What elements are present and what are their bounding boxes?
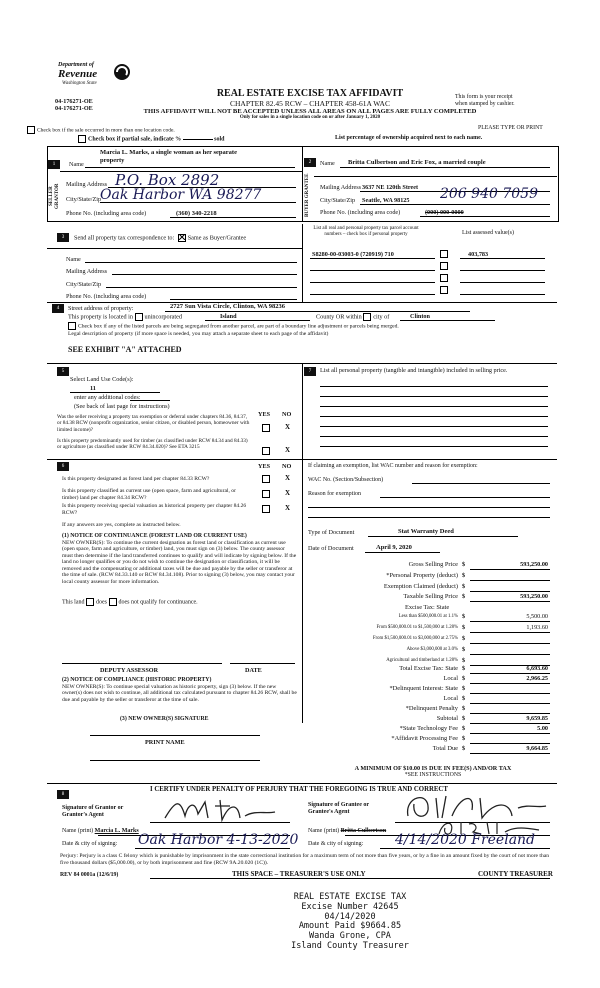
personal-currency: $ — [462, 572, 466, 579]
only-for-note: Only for sales in a single location code on or after January 1, 2020 — [239, 115, 381, 120]
doc-type-label: Type of Document — [308, 529, 355, 536]
subtotal-label: Subtotal — [436, 715, 458, 722]
s6-if-yes: If any answers are yes, complete as instructed below. — [62, 522, 181, 528]
section-4-marker: 4 — [52, 304, 64, 313]
local2-label: Local — [443, 695, 458, 702]
grantor-name-label: Name (print) — [62, 828, 94, 834]
local-currency: $ — [462, 675, 466, 682]
grantor-sig-label: Signature of Grantor or Grantor's Agent — [62, 805, 124, 819]
parcel-value[interactable]: S8280-00-03003-0 (720919) 710 — [312, 251, 394, 258]
does-label: does — [96, 599, 107, 606]
assessed-header: List assessed value(s) — [462, 230, 514, 236]
grantee-sig-label: Signature of Grantee or Grantee's Agent — [308, 802, 369, 816]
buyer-phone-value[interactable]: (000) 000-0000 — [425, 209, 464, 216]
seller-mailing-value[interactable]: P.O. Box 2892 — [115, 171, 220, 189]
local-label: Local — [443, 675, 458, 682]
s6-q2-yes-checkbox[interactable] — [262, 490, 272, 498]
segregated-row — [68, 322, 399, 330]
type-print-note: PLEASE TYPE OR PRINT — [478, 125, 543, 131]
stamp-line-2: Excise Number 42645 — [301, 901, 399, 912]
located-row — [68, 313, 182, 321]
buyer-name-value[interactable]: Britta Culbertson and Eric Fox, a married couple — [348, 159, 486, 166]
dor-line1: Department of — [58, 62, 94, 68]
see-back-note: (See back of last page for instructions) — [74, 403, 170, 410]
receipt-note-2: when stamped by cashier. — [455, 101, 515, 107]
total-due-currency: $ — [462, 745, 466, 752]
receipt-note-1: This form is your receipt — [455, 94, 513, 100]
s5-q1-yes-checkbox[interactable] — [262, 424, 272, 432]
tech-fee-value[interactable]: 5.00 — [537, 725, 548, 732]
s6-no-header: NO — [282, 463, 292, 470]
stamp-line-1: REAL ESTATE EXCISE TAX — [293, 892, 407, 902]
section-5-marker: 5 — [57, 367, 69, 376]
reason-label: Reason for exemption — [308, 491, 361, 497]
ref-number-2: 04-176271-OE — [55, 105, 93, 112]
bracket3-label: From $1,500,000.01 to $3,000,000 at 2.75% — [372, 636, 458, 641]
seller-name-label: Name — [69, 161, 84, 168]
section-2-marker: 2 — [304, 158, 316, 167]
total-due-label: Total Due — [432, 745, 458, 752]
taxable-value[interactable]: 593,250.00 — [520, 593, 548, 600]
form-title: REAL ESTATE EXCISE TAX AFFIDAVIT — [216, 88, 404, 99]
send-correspondence-row — [74, 234, 246, 242]
s6-q3-yes-checkbox[interactable] — [262, 505, 272, 513]
print-name-label: PRINT NAME — [145, 739, 185, 746]
section-6-marker: 6 — [57, 462, 69, 471]
tech-fee-label: *State Technology Fee — [399, 725, 458, 732]
s3-name-label: Name — [66, 256, 81, 263]
s5-q1: Was the seller receiving a property tax exemption or deferral under chapters 84.36, 84.37, or 84.38 RCW (nonprofit organization, senior citizen, or disabled person, homeowner with limited income)? — [57, 414, 250, 433]
grantor-name-value[interactable]: Marcia L. Marks — [94, 828, 139, 834]
does-checkbox[interactable] — [86, 598, 94, 606]
this-land-label: This land — [62, 599, 85, 606]
same-as-buyer-label: Same as Buyer/Grantee — [187, 234, 247, 242]
partial-sale-checkbox[interactable] — [78, 135, 86, 143]
buyer-phone-label: Phone No. (including area code) — [320, 209, 401, 216]
partial-sale-label: Check box if partial sale, indicate % — [88, 136, 182, 143]
affidavit-fee-currency: $ — [462, 735, 466, 742]
land-use-label: Select Land Use Code(s): — [70, 376, 134, 383]
street-label: Street address of property: — [68, 305, 134, 312]
s5-q2-no-x[interactable]: X — [285, 446, 291, 454]
seller-name-value-2[interactable]: property — [100, 157, 125, 164]
bracket5-currency: $ — [462, 657, 466, 664]
taxable-currency: $ — [462, 593, 466, 600]
bracket1-value[interactable]: 5,500.00 — [526, 613, 548, 620]
subtotal-currency: $ — [462, 715, 466, 722]
s6-q1-yes-checkbox[interactable] — [262, 475, 272, 483]
grantor-date-city-label: Date & city of signing: — [62, 841, 118, 847]
rev-number: REV 84 0001a (12/6/19) — [60, 872, 119, 878]
located-label: This property is located in — [68, 313, 133, 321]
buyer-city-value[interactable]: Seattle, WA 98125 — [362, 197, 410, 204]
stamp-line-5: Wanda Grone, CPA — [309, 931, 391, 942]
county-treasurer-label: COUNTY TREASURER — [478, 870, 553, 878]
seller-phone-label: Phone No. (including area code) — [66, 210, 147, 217]
s6-q2: Is this property classified as current use (open space, farm and agricultural, or timber) land per chapter 84.34 RCW? — [62, 488, 236, 501]
notice2-body: NEW OWNER(S): To continue special valuation as historic property, sign (3) below. If the new owner(s) does not wish to continue, all additional tax calculated pursuant to chapter 84.26 RCW, shall be due and payable by the seller or transferor at the time of sale. — [62, 684, 297, 703]
doc-date-label: Date of Document — [308, 545, 354, 552]
total-state-currency: $ — [462, 665, 466, 672]
notice1-title: (1) NOTICE OF CONTINUANCE (FOREST LAND OR CURRENT USE) — [62, 533, 247, 539]
tech-fee-currency: $ — [462, 725, 466, 732]
unincorporated-checkbox[interactable] — [135, 313, 143, 321]
multi-location-label: Check box if the sale occurred in more than one location code. — [37, 127, 175, 134]
city-checkbox[interactable] — [363, 313, 371, 321]
dor-line3: Washington State — [62, 81, 97, 86]
exemption-deduct-label: Exemption Claimed (deduct) — [383, 583, 458, 590]
seller-mailing-label: Mailing Address — [66, 181, 108, 188]
segregated-checkbox[interactable] — [68, 322, 76, 330]
seller-city-value[interactable]: Oak Harbor WA 98277 — [100, 187, 262, 203]
bracket2-label: From $500,000.01 to $1,500,000 at 1.28% — [376, 625, 458, 630]
stamp-line-6: Island County Treasurer — [291, 940, 409, 951]
county-value[interactable]: Island — [220, 313, 237, 320]
section-7-marker: 7 — [304, 367, 316, 376]
gross-label: Gross Selling Price — [408, 561, 458, 568]
city-of-label: city of — [373, 313, 390, 321]
taxable-label: Taxable Selling Price — [403, 593, 458, 600]
land-use-value[interactable]: 11 — [90, 385, 96, 392]
s6-q3-no-x[interactable]: X — [285, 504, 291, 512]
s6-q2-no-x[interactable]: X — [285, 489, 291, 497]
local2-currency: $ — [462, 695, 466, 702]
s5-q1-no-x[interactable]: X — [285, 423, 291, 431]
dor-line2: Revenue — [58, 68, 98, 80]
subtotal-value[interactable]: 9,659.85 — [526, 715, 548, 722]
form-title-block — [180, 88, 440, 109]
delinquent-interest-label: *Delinquent Interest: State — [389, 685, 458, 692]
personal-property-label: List all personal property (tangible and intangible) included in selling price. — [320, 367, 508, 374]
see-instructions-note: *SEE INSTRUCTIONS — [404, 772, 462, 778]
total-due-value[interactable]: 9,664.85 — [526, 745, 548, 752]
s6-yes-header: YES — [258, 463, 271, 470]
new-owner-sig-label: (3) NEW OWNER(S) SIGNATURE — [120, 716, 209, 722]
city-value[interactable]: Clinton — [410, 313, 430, 320]
county-or-city-row — [316, 313, 389, 321]
buyer-city-label: City/State/Zip — [320, 197, 356, 204]
parcel-checkbox-1[interactable] — [440, 250, 450, 258]
personal-deduct-label: *Personal Property (deduct) — [386, 572, 458, 579]
multi-location-checkbox-row[interactable] — [27, 126, 175, 134]
s5-no-header: NO — [282, 411, 292, 418]
bracket2-currency: $ — [462, 624, 466, 631]
does-not-checkbox[interactable] — [109, 598, 117, 606]
bracket1-label: Less than $500,000.01 at 1.1% — [398, 614, 458, 619]
treasurer-stamp — [240, 893, 460, 952]
deputy-date-label: DATE — [245, 667, 262, 674]
legal-desc-label: Legal description of property (if more space is needed, you may attach a separate sheet to each page of the affidavit) — [68, 331, 329, 337]
delinquent-penalty-currency: $ — [462, 705, 466, 712]
grantee-name-label: Name (print) — [308, 828, 340, 834]
stamp-line-4: Amount Paid $9664.85 — [298, 921, 402, 932]
exemption-currency: $ — [462, 583, 466, 590]
multi-location-checkbox[interactable] — [27, 126, 35, 134]
buyer-phone-handwritten[interactable]: 206 940 7059 — [440, 186, 538, 202]
section-3-marker: 3 — [57, 233, 69, 242]
parcel-checkbox-4[interactable] — [440, 286, 450, 294]
s3-mailing-label: Mailing Address — [66, 268, 108, 275]
bracket4-currency: $ — [462, 646, 466, 653]
affidavit-fee-label: *Affidavit Processing Fee — [391, 735, 458, 742]
grantor-signature-svg — [160, 796, 280, 824]
partial-sale-row[interactable] — [78, 135, 225, 143]
treasurer-space-label: THIS SPACE – TREASURER'S USE ONLY — [232, 870, 366, 878]
excise-state-label: Excise Tax: State — [405, 604, 450, 611]
seller-side-label: SELLER GRANTOR — [49, 183, 60, 209]
s3-phone-label: Phone No. (including area code) — [66, 293, 147, 300]
s5-q2: Is this property predominantly used for timber (as classified under RCW 84.34 and 84.33) or agriculture (as classified under RCW 84.34.020)? See ETA 3215 — [57, 438, 248, 451]
seller-city-label: City/State/Zip — [66, 196, 102, 203]
parcel-checkbox-3[interactable] — [440, 274, 450, 282]
total-state-value[interactable]: 6,693.60 — [526, 665, 548, 672]
assessed-value[interactable]: 403,783 — [468, 251, 489, 258]
unincorporated-label: unincorporated — [144, 313, 182, 321]
perjury-note: Perjury: Perjury is a class C felony which is punishable by imprisonment in the state correctional institution for a maximum term of not more than five years, or by a fine in an amount fixed by the court of not more than five thousand dollars ($5,000.00), or by both imprisonment and fine (RCW 9A.20.020 (1C)). — [60, 853, 550, 866]
s6-q1-no-x[interactable]: X — [285, 474, 291, 482]
continuance-row — [62, 598, 198, 606]
bracket5-label: Agricultural and timberland at 1.28% — [386, 658, 458, 663]
grantee-name-struck[interactable]: Britta Culbertson — [340, 828, 387, 834]
bracket3-currency: $ — [462, 635, 466, 642]
buyer-mailing-label: Mailing Address — [320, 184, 362, 191]
stamp-line-3: 04/14/2020 — [324, 911, 376, 922]
doc-type-value[interactable]: Stat Warranty Deed — [398, 528, 454, 535]
gross-value[interactable]: 593,250.00 — [520, 561, 548, 568]
grantor-date-city-value[interactable]: Oak Harbor 4-13-2020 — [138, 832, 299, 848]
additional-codes-label: enter any additional codes: — [74, 394, 141, 401]
local-value[interactable]: 2,966.25 — [526, 675, 548, 682]
seller-phone-value[interactable]: (360) 340-2218 — [176, 210, 217, 217]
s5-q2-yes-checkbox[interactable] — [262, 447, 272, 455]
s6-q3: Is this property receiving special valuation as historical property per chapter 84.26 RCW? — [62, 503, 247, 516]
county-label: County OR within — [316, 313, 362, 321]
s6-q1: Is this property designated as forest land per chapter 84.33 RCW? — [62, 476, 210, 482]
delinquent-interest-currency: $ — [462, 685, 466, 692]
buyer-side-label: BUYER GRANTEE — [305, 173, 310, 217]
minimum-fee-note: A MINIMUM OF $10.00 IS DUE IN FEE(S) AND/OR TAX — [354, 765, 512, 772]
section-1-marker: 1 — [48, 160, 60, 169]
grantor-signature[interactable] — [160, 796, 280, 831]
segregated-label: Check box if any of the listed parcels are being segregated from another parcel, are part of a boundary line adjustment or parcels being merged. — [78, 323, 399, 330]
pct-ownership-note: List percentage of ownership acquired next to each name. — [335, 135, 483, 141]
seller-name-value-1[interactable]: Marcia L. Marks, a single woman as her separate — [100, 149, 237, 156]
grantee-date-city-label: Date & city of signing: — [308, 841, 364, 847]
does-not-label: does not qualify for continuance. — [118, 599, 198, 606]
s3-city-label: City/State/Zip — [66, 281, 102, 288]
send-correspondence-label: Send all property tax correspondence to: — [74, 234, 175, 242]
notice2-title: (2) NOTICE OF COMPLIANCE (HISTORIC PROPERTY) — [62, 677, 212, 683]
street-value[interactable]: 2727 Sun Vista Circle, Clinton, WA 98236 — [170, 303, 285, 310]
parcel-checkbox-2[interactable] — [440, 262, 450, 270]
same-as-buyer-checkbox[interactable] — [178, 234, 186, 242]
bracket1-currency: $ — [462, 613, 466, 620]
buyer-mailing-value[interactable]: 3637 NE 120th Street — [362, 184, 419, 191]
section-8-marker: 8 — [57, 790, 69, 799]
buyer-name-label: Name — [320, 160, 335, 167]
wac-no-label: WAC No. (Section/Subsection) — [308, 477, 384, 483]
certify-statement: I CERTIFY UNDER PENALTY OF PERJURY THAT THE FOREGOING IS TRUE AND CORRECT — [150, 786, 448, 793]
s5-yes-header: YES — [258, 411, 271, 418]
gross-currency: $ — [462, 561, 466, 568]
ref-number-1: 04-176271-OE — [55, 98, 93, 105]
form-chapter: CHAPTER 82.45 RCW – CHAPTER 458-61A WAC — [230, 98, 390, 108]
form-warning: THIS AFFIDAVIT WILL NOT BE ACCEPTED UNLESS ALL AREAS ON ALL PAGES ARE FULLY COMPLETED — [143, 108, 477, 115]
exemption-claim-label: If claiming an exemption, list WAC number and reason for exemption: — [308, 463, 478, 469]
parcel-header: List all real and personal property tax parcel account numbers – check box if personal property — [313, 226, 419, 237]
bracket4-label: Above $3,000,000 at 3.0% — [406, 647, 458, 652]
sold-label: sold — [214, 136, 225, 143]
doc-date-value[interactable]: April 9, 2020 — [376, 544, 412, 551]
notice1-body: NEW OWNER(S): To continue the current designation as forest land or classification as current use (open space, farm and agriculture, or timber) land, you must sign on (3) below. The county assessor must then determine if the land transferred continues to qualify and will indicate by signing below. If the land no longer qualifies or you do not wish to continue the designation or classification, it will be removed and the compensating or additional taxes will be due and payable by the seller or transferor at the time of sale. (RCW 84.33.140 or RCW 84.34.108). Prior to signing (3) below, you may contact your local county assessor for more information. — [62, 540, 297, 585]
dor-logo — [58, 62, 134, 92]
bracket2-value[interactable]: 1,193.60 — [526, 624, 548, 631]
delinquent-penalty-label: *Delinquent Penalty — [405, 705, 458, 712]
exhibit-note: SEE EXHIBIT "A" ATTACHED — [68, 345, 182, 354]
grantee-date-city-value[interactable]: 4/14/2020 Freeland — [395, 832, 536, 848]
total-state-label: Total Excise Tax: State — [399, 665, 458, 672]
deputy-assessor-label: DEPUTY ASSESSOR — [100, 667, 159, 674]
